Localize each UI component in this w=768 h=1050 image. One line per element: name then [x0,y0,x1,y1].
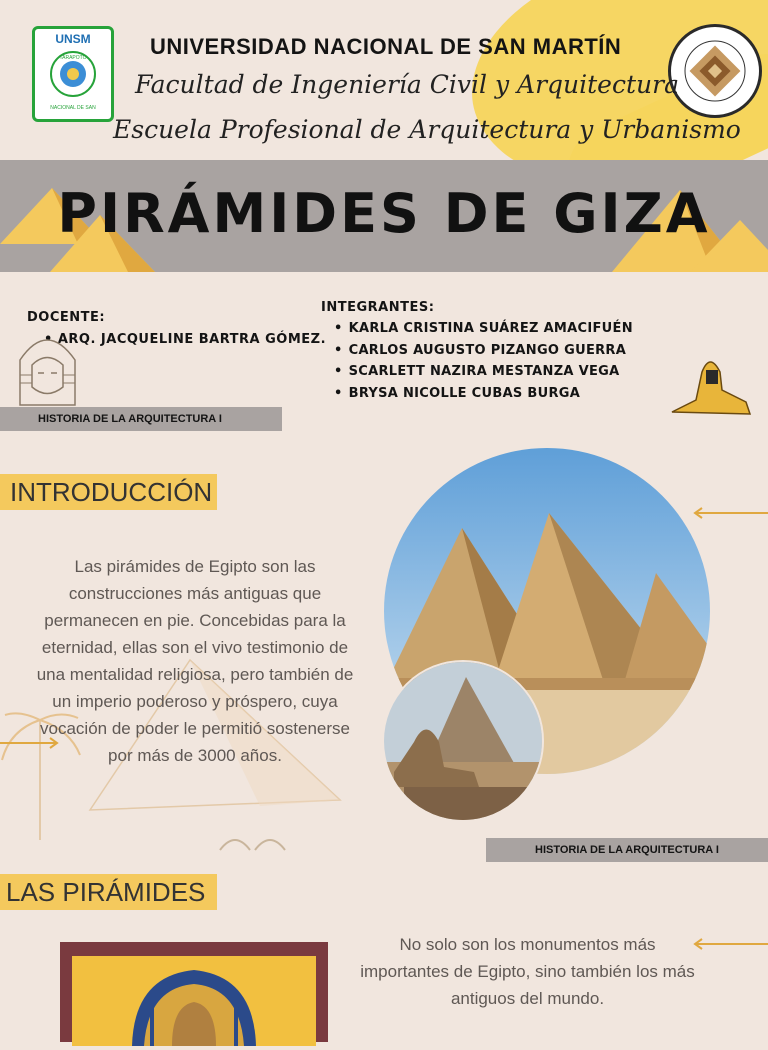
piramides-heading: LAS PIRÁMIDES [0,874,217,910]
course-tag: HISTORIA DE LA ARQUITECTURA I [486,838,768,862]
course-tag: HISTORIA DE LA ARQUITECTURA I [0,407,282,431]
arrow-left-icon [692,506,768,520]
university-name: UNIVERSIDAD NACIONAL DE SAN MARTÍN [150,34,622,59]
usm-logo [32,26,114,122]
docente-name: • ARQ. JACQUELINE BARTRA GÓMEZ. [44,332,327,347]
docente-label: DOCENTE: [27,310,106,325]
intro-text: Las pirámides de Egipto son las construcciones más antiguas que permanecen en pie. Concebidas para la eternidad, ellas son el vivo testimonio de una mentalidad religiosa, pero también de un imperio poderoso y próspero, cuya vocación de poder le permitió sostenerse por más de 3000 años. [36,557,354,765]
member-item: • KARLA CRISTINA SUÁREZ AMACIFUÉN [334,321,633,343]
school-logo [668,24,762,118]
faculty-name: Facultad de Ingeniería Civil y Arquitectura [135,70,679,99]
logo-left-sub: TARAPOTO [59,55,87,61]
school-name: Escuela Profesional de Arquitectura y Urbanismo [113,115,741,144]
piramides-text: No solo son los monumentos más importantes de Egipto, sino también los más antiguos del mundo. [360,935,695,1008]
svg-text:NACIONAL DE SAN: NACIONAL DE SAN [50,105,96,111]
arrow-right-icon [0,736,60,750]
sphinx-photo [382,660,544,822]
member-item: • CARLOS AUGUSTO PIZANGO GUERRA [334,343,633,365]
pharaoh-icon [0,325,95,410]
member-item: • BRYSA NICOLLE CUBAS BURGA [334,386,633,408]
sphinx-icon [666,352,752,418]
svg-text:UNSM: UNSM [55,32,91,46]
docente-name-text: ARQ. JACQUELINE BARTRA GÓMEZ. [57,332,327,347]
members-list [334,321,633,407]
intro-heading: INTRODUCCIÓN [0,474,217,510]
member-item: • SCARLETT NAZIRA MESTANZA VEGA [334,364,633,386]
integrantes-label: INTEGRANTES: [321,300,435,315]
pharaoh-image [72,956,316,1046]
arrow-left-icon [692,937,768,951]
page-title: PIRÁMIDES DE GIZA [57,182,711,245]
